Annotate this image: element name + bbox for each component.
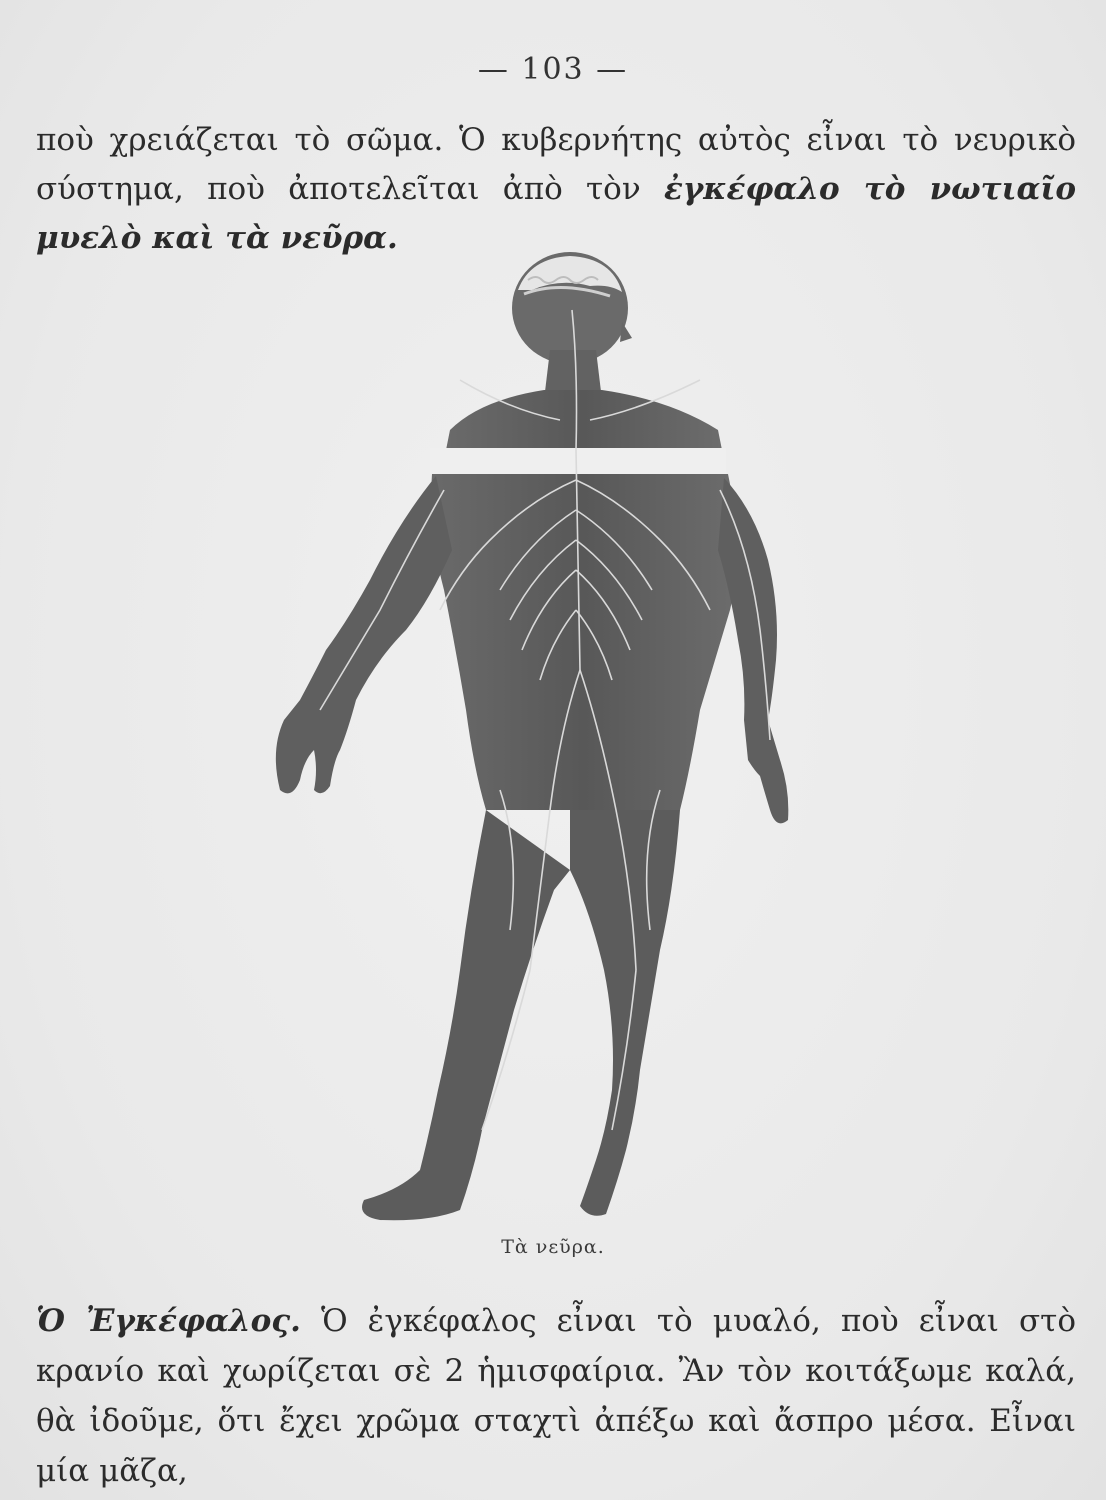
torso-shape [431,474,736,810]
white-band [430,448,726,474]
section-heading: Ὁ Ἐγκέφαλος. [36,1303,301,1339]
right-arm-shape [718,478,788,823]
right-leg-shape [570,810,680,1216]
nervous-system-illustration-icon [260,250,820,1230]
head-shape [512,252,632,364]
bottom-paragraph-text: Ὁ ἐγκέφαλος εἶναι τὸ μυαλό, ποὺ εἶναι στὸ κρανίο καὶ χωρίζεται σὲ 2 ἡμισφαίρια. Ἂν τὸν κοιτάξωμε καλά, θὰ ἰδοῦμε, ὅτι ἔχει χρῶμα σταχτὶ ἀπέξω καὶ ἄσπρο μέσα. Εἶναι μία μᾶζα, [36,1303,1076,1489]
page-number: — 103 — [477,52,629,87]
nervous-system-figure [260,250,820,1230]
figure-caption: Τὰ νεῦρα. [501,1236,605,1258]
shoulders-shape [446,390,722,450]
left-leg-shape [362,810,570,1220]
top-paragraph-emphasis: ἐγκέφαλο τὸ νωτιαῖο μυελὸ καὶ τὰ νεῦρα. [36,171,1076,256]
bottom-paragraph [36,1296,1076,1496]
top-paragraph-text: ποὺ χρειάζεται τὸ σῶμα. Ὁ κυβερνήτης αὐτὸς εἶναι τὸ νευρικὸ σύστημα, ποὺ ἀποτελεῖται ἀπὸ τὸν [36,122,1076,207]
top-paragraph [36,116,1076,263]
